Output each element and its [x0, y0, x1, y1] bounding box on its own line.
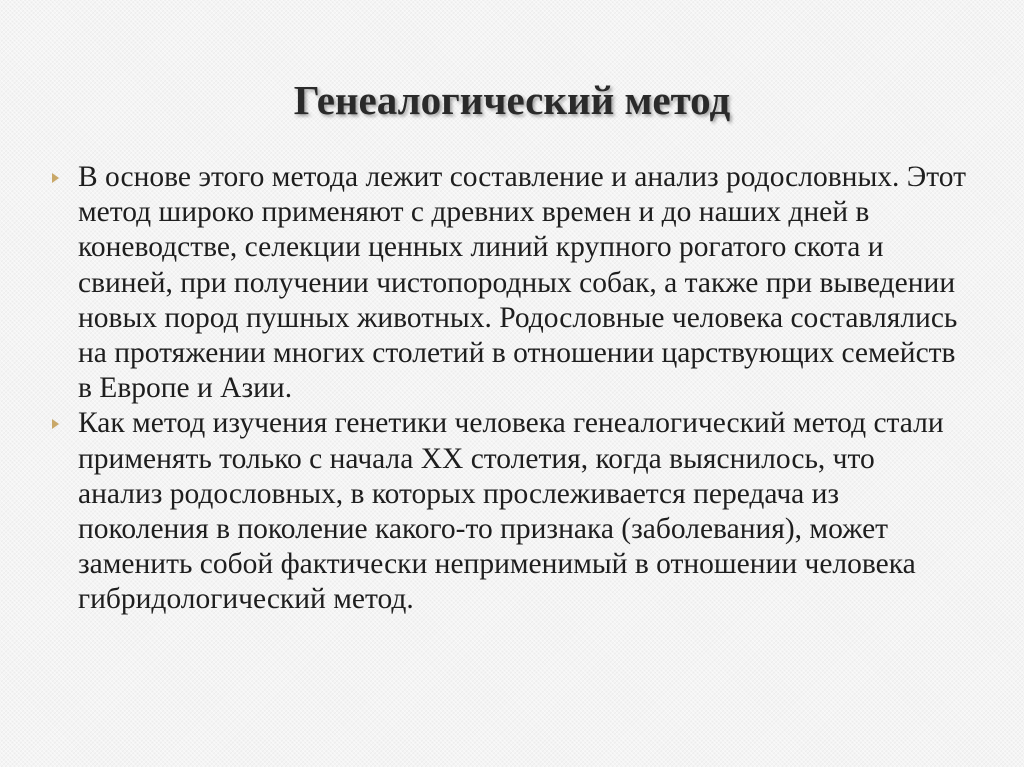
bullet-item [46, 406, 966, 617]
bullet-text: В основе этого метода лежит составление и анализ родословных. Этот метод широко применяют с древних времен и до наших дней в коневодстве, селекции ценных линий крупного рогатого скота и свиней, при получении чистопородных собак, а также при выведении новых пород пушных животных. Родословные человека составлялись на протяжении многих столетий в отношении царствующих семейств в Европе и Азии. [78, 161, 967, 405]
slide-title: Генеалогический метод [293, 77, 731, 123]
bullet-text: Как метод изучения генетики человека генеалогический метод стали применять только с начала XX столетия, когда выяснилось, что анализ родословных, в которых прослеживается передача из поколения в поколение какого-то признака (заболевания), может заменить собой фактически неприменимый в отношении человека гибридологический метод. [78, 407, 944, 616]
triangle-bullet-icon [52, 419, 59, 429]
bullet-list [46, 160, 966, 618]
bullet-item [46, 160, 966, 406]
triangle-bullet-icon [52, 173, 59, 183]
